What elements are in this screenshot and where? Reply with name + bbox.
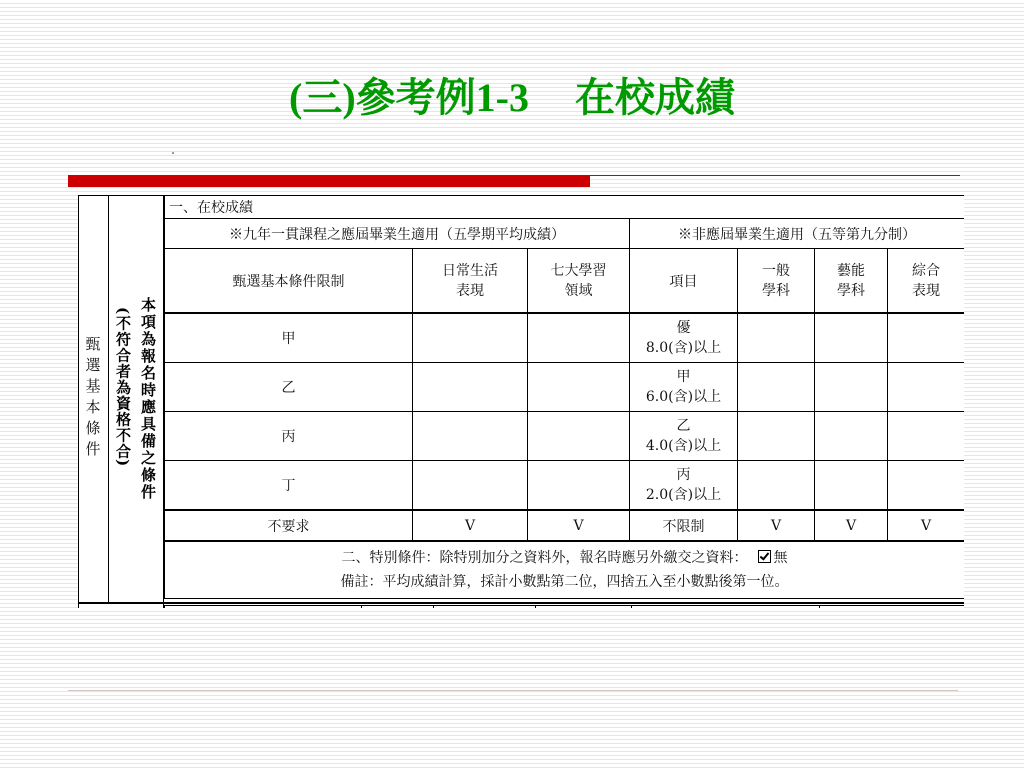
remark-text: 備註：平均成績計算，採計小數點第二位，四捨五入至小數點後第一位。	[340, 574, 789, 590]
registration-requirement-label: 本項為報名時應具備之條件	[139, 297, 157, 501]
slide-title	[0, 75, 1024, 120]
no-limit-cell: 不限制	[630, 510, 738, 541]
group-header-ninth-grade: ※九年一貫課程之應屆畢業生適用（五學期平均成績）	[165, 219, 630, 249]
header-overall: 綜合 表現	[888, 249, 965, 314]
table-row	[165, 461, 965, 511]
title-underline-bar	[68, 175, 590, 187]
header-condition: 甄選基本條件限制	[165, 249, 413, 314]
header-arts-subjects: 藝能 學科	[815, 249, 888, 314]
special-none-label: 無	[773, 550, 788, 566]
not-required-cell: 不要求	[165, 510, 413, 541]
header-daily-life: 日常生活 表現	[413, 249, 528, 314]
check-mark-cell: V	[738, 510, 815, 541]
check-mark-cell: V	[815, 510, 888, 541]
grade-cell: 甲	[165, 313, 413, 363]
checked-checkbox-icon	[758, 550, 771, 563]
table-row-not-required	[165, 510, 965, 541]
header-general-subjects: 一般 學科	[738, 249, 815, 314]
table-row	[165, 363, 965, 412]
table-row	[165, 412, 965, 461]
basic-conditions-label: 甄選基本條件	[83, 336, 102, 462]
special-conditions-text: 二、特別條件：除特別加分之資料外，報名時應另外繳交之資料：	[341, 550, 748, 566]
grade-cell: 丙	[165, 412, 413, 461]
item-cell: 乙 4.0(含)以上	[630, 412, 738, 461]
table-row	[165, 313, 965, 363]
grade-cell: 乙	[165, 363, 413, 412]
item-cell: 優 8.0(含)以上	[630, 313, 738, 363]
section-title: 一、在校成績	[165, 196, 965, 219]
header-seven-areas: 七大學習 領域	[528, 249, 630, 314]
scanned-document	[78, 195, 964, 608]
slide-title-prefix: (三)參考例1-3	[289, 75, 529, 120]
slide-title-suffix: 在校成績	[574, 75, 735, 120]
group-header-non-graduate: ※非應屆畢業生適用（五等第九分制）	[630, 219, 965, 249]
check-mark-cell: V	[888, 510, 965, 541]
header-item: 項目	[630, 249, 738, 314]
footer-rule	[68, 690, 958, 691]
cropped-next-table-edge	[164, 605, 964, 608]
check-mark-cell: V	[528, 510, 630, 541]
grade-requirements-table	[164, 196, 964, 599]
middle-column-label	[109, 195, 163, 603]
disqualification-note: (不符合者為資格不合)	[114, 306, 132, 468]
notes-cell	[165, 541, 965, 599]
grade-cell: 丁	[165, 461, 413, 511]
stray-dot	[172, 152, 174, 154]
title-underline-thin	[590, 175, 960, 176]
item-cell: 丙 2.0(含)以上	[630, 461, 738, 511]
item-cell: 甲 6.0(含)以上	[630, 363, 738, 412]
left-column-label	[78, 195, 108, 603]
check-mark-cell: V	[413, 510, 528, 541]
